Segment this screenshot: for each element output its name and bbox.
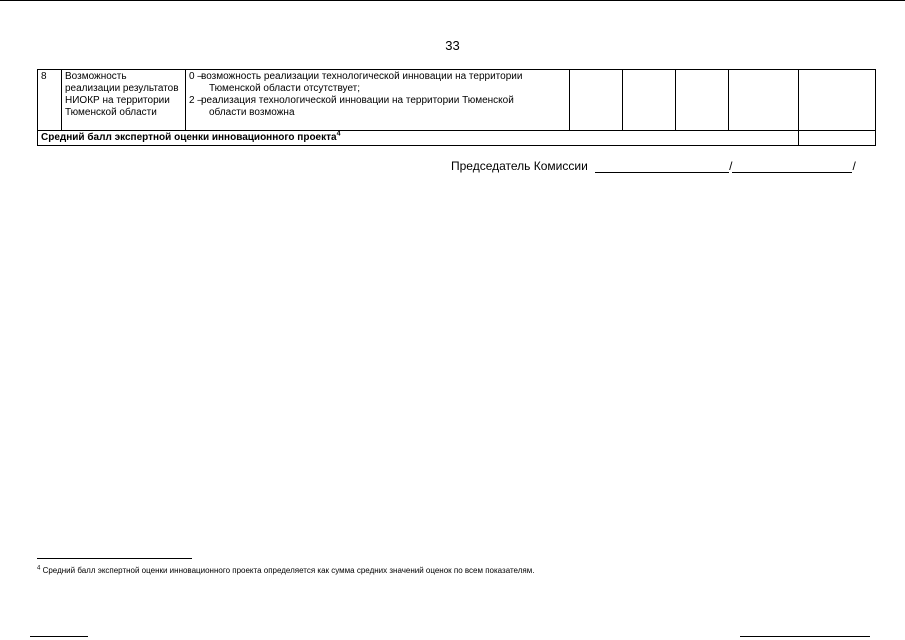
bottom-edge-line-right: [740, 636, 870, 637]
chairman-signature: [451, 159, 856, 173]
score-cell-1: [570, 70, 623, 131]
score-cell-3: [676, 70, 729, 131]
option-2: [189, 95, 566, 119]
footnote-rule: [37, 558, 192, 559]
table-row: [38, 70, 876, 131]
summary-footnote-mark: 4: [336, 130, 341, 138]
name-blank: [732, 160, 852, 173]
option-2-line1: реализация технологической инновации на территории Тюменской: [201, 95, 514, 106]
options-cell: [186, 70, 570, 131]
criterion-cell: Возможность реализации результатов НИОКР на территории Тюменской области: [62, 70, 186, 131]
footnote-text: Средний балл экспертной оценки инновационного проекта определяется как сумма средних значений оценок по всем показателям.: [42, 566, 535, 575]
score-cell-2: [623, 70, 676, 131]
top-edge-line: [0, 0, 905, 1]
evaluation-table: [37, 69, 876, 146]
summary-label-cell: [38, 131, 799, 146]
signature-sep-2: /: [852, 159, 856, 173]
footnote-mark: 4: [37, 565, 41, 572]
signature-label: Председатель Комиссии: [451, 159, 588, 173]
score-cell-4: [729, 70, 799, 131]
page-number: 33: [445, 38, 460, 53]
footnote: [37, 566, 534, 575]
option-2-line2: области возможна: [209, 107, 295, 118]
signature-blank: [595, 160, 729, 173]
signature-sep-1: /: [729, 159, 733, 173]
option-0-line2: Тюменской области отсутствует;: [209, 83, 361, 94]
summary-row: [38, 131, 876, 146]
option-0: [189, 71, 566, 95]
summary-value-cell: [799, 131, 876, 146]
option-0-line1: возможность реализации технологической инновации на территории: [201, 71, 523, 82]
option-0-number: 0 –: [189, 71, 203, 82]
summary-label: Средний балл экспертной оценки инновационного проекта: [41, 132, 337, 143]
option-2-number: 2 –: [189, 95, 203, 106]
average-cell: [799, 70, 876, 131]
row-index: 8: [38, 70, 62, 131]
bottom-edge-line-left: [30, 636, 88, 637]
